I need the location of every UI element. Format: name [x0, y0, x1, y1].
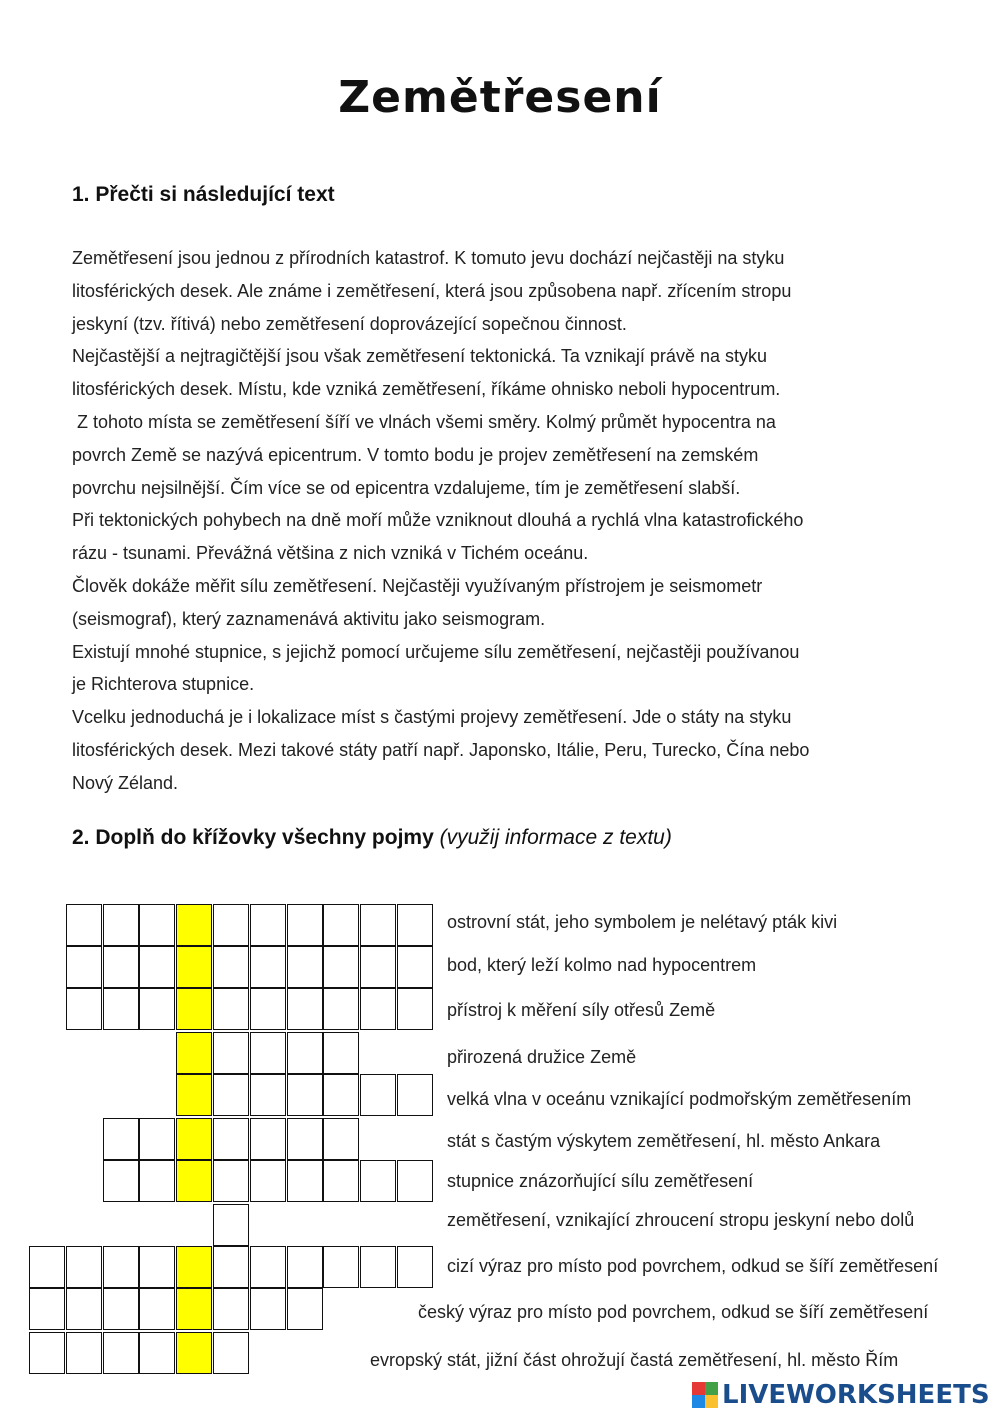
crossword-key-cell[interactable]: [176, 1074, 212, 1116]
crossword-cell[interactable]: [139, 946, 175, 988]
crossword-cell[interactable]: [250, 1288, 286, 1330]
crossword-clue: přirozená družice Země: [447, 1047, 637, 1067]
crossword-cell[interactable]: [323, 946, 359, 988]
crossword-key-cell[interactable]: [176, 988, 212, 1030]
crossword-cell[interactable]: [66, 1288, 102, 1330]
text-line: Při tektonických pohybech na dně moří může vzniknout dlouhá a rychlá vlna katastrofického: [72, 510, 804, 531]
crossword-cell[interactable]: [139, 1246, 175, 1288]
crossword-cell[interactable]: [103, 1288, 139, 1330]
crossword-cell[interactable]: [287, 1246, 323, 1288]
crossword-cell[interactable]: [139, 1118, 175, 1160]
crossword-cell[interactable]: [139, 988, 175, 1030]
crossword-cell[interactable]: [103, 904, 139, 946]
text-line: litosférických desek. Místu, kde vzniká zemětřesení, říkáme ohnisko neboli hypocentrum.: [72, 379, 781, 400]
crossword-clue: evropský stát, jižní část ohrožují častá zemětřesení, hl. město Řím: [370, 1350, 899, 1370]
crossword-cell[interactable]: [323, 1074, 359, 1116]
crossword-key-cell[interactable]: [176, 1118, 212, 1160]
crossword-cell[interactable]: [103, 1118, 139, 1160]
text-line: povrchu nejsilnější. Čím více se od epicentra vzdalujeme, tím je zemětřesení slabší.: [72, 477, 741, 498]
crossword-cell[interactable]: [360, 988, 396, 1030]
text-line: Člověk dokáže měřit sílu zemětřesení. Nejčastěji využívaným přístrojem je seismometr: [72, 575, 763, 596]
crossword-cell[interactable]: [287, 1288, 323, 1330]
crossword-cell[interactable]: [213, 988, 249, 1030]
crossword-cell[interactable]: [139, 1332, 175, 1374]
crossword-cell[interactable]: [323, 904, 359, 946]
text-line: Existují mnohé stupnice, s jejichž pomocí určujeme sílu zemětřesení, nejčastěji používanou: [72, 641, 800, 662]
crossword-cell[interactable]: [213, 1204, 249, 1246]
reading-text: [72, 242, 972, 800]
text-line: litosférických desek. Ale známe i zemětřesení, která jsou způsobena např. zřícením stropu: [72, 280, 792, 301]
crossword-key-cell[interactable]: [176, 1332, 212, 1374]
crossword-cell[interactable]: [66, 1246, 102, 1288]
text-line: rázu - tsunami. Převážná většina z nich vzniká v Tichém oceánu.: [72, 543, 589, 564]
crossword-cell[interactable]: [103, 1332, 139, 1374]
text-line: Vcelku jednoduchá je i lokalizace míst s častými projevy zemětřesení. Jde o státy na styku: [72, 707, 792, 728]
crossword-cell[interactable]: [360, 1074, 396, 1116]
crossword-cell[interactable]: [250, 1118, 286, 1160]
crossword-cell[interactable]: [66, 1332, 102, 1374]
crossword-cell[interactable]: [287, 988, 323, 1030]
crossword-cell[interactable]: [213, 1160, 249, 1202]
crossword-cell[interactable]: [250, 1160, 286, 1202]
crossword-cell[interactable]: [29, 1332, 65, 1374]
crossword-cell[interactable]: [139, 1160, 175, 1202]
text-line: Nejčastější a nejtragičtější jsou však zemětřesení tektonická. Ta vznikají právě na styku: [72, 346, 767, 367]
text-line: litosférických desek. Mezi takové státy patří např. Japonsko, Itálie, Peru, Turecko, Čína nebo: [72, 739, 810, 760]
section1-heading: 1. Přečti si následující text: [72, 183, 335, 206]
text-line: jeskyní (tzv. řítivá) nebo zemětřesení doprovázející sopečnou činnost.: [72, 313, 627, 334]
crossword-cell[interactable]: [103, 1246, 139, 1288]
crossword-cell[interactable]: [213, 946, 249, 988]
crossword-cell[interactable]: [323, 1246, 359, 1288]
crossword-cell[interactable]: [250, 946, 286, 988]
crossword-cell[interactable]: [139, 904, 175, 946]
crossword-cell[interactable]: [213, 1074, 249, 1116]
text-line: Z tohoto místa se zemětřesení šíří ve vlnách všemi směry. Kolmý průmět hypocentra na: [72, 411, 776, 432]
text-line: je Richterova stupnice.: [72, 674, 255, 695]
liveworksheets-logo: [692, 1378, 990, 1412]
crossword-cell[interactable]: [323, 988, 359, 1030]
section2-heading-hint: (využij informace z textu): [439, 826, 672, 849]
crossword-clue: zemětřesení, vznikající zhroucení stropu jeskyní nebo dolů: [447, 1210, 915, 1230]
text-line: (seismograf), který zaznamenává aktivitu jako seismogram.: [72, 608, 546, 629]
crossword-cell[interactable]: [250, 1074, 286, 1116]
text-line: Zemětřesení jsou jednou z přírodních katastrof. K tomuto jevu dochází nejčastěji na styku: [72, 248, 785, 268]
logo-badge-icon: [692, 1382, 718, 1408]
crossword-cell[interactable]: [29, 1246, 65, 1288]
crossword-cell[interactable]: [66, 904, 102, 946]
crossword-cell[interactable]: [397, 1160, 433, 1202]
crossword-cell[interactable]: [250, 1246, 286, 1288]
crossword-cell[interactable]: [250, 1032, 286, 1074]
crossword-cell[interactable]: [360, 904, 396, 946]
crossword-key-cell[interactable]: [176, 904, 212, 946]
crossword-cell[interactable]: [139, 1288, 175, 1330]
crossword-cell[interactable]: [287, 1160, 323, 1202]
page-title: Zemětřesení: [338, 72, 662, 123]
crossword-cell[interactable]: [287, 1118, 323, 1160]
crossword-clue: velká vlna v oceánu vznikající podmořským zemětřesením: [447, 1089, 912, 1109]
crossword-cell[interactable]: [397, 1246, 433, 1288]
crossword-key-cell[interactable]: [176, 1160, 212, 1202]
text-line: povrch Země se nazývá epicentrum. V tomto bodu je projev zemětřesení na zemském: [72, 444, 759, 465]
crossword-clue: bod, který leží kolmo nad hypocentrem: [447, 955, 757, 975]
crossword-cell[interactable]: [397, 946, 433, 988]
text-line: Nový Zéland.: [72, 772, 179, 793]
crossword-cell[interactable]: [323, 1160, 359, 1202]
crossword-cell[interactable]: [213, 1332, 249, 1374]
crossword-clue: přístroj k měření síly otřesů Země: [447, 1000, 716, 1020]
section2-heading: [72, 826, 672, 850]
crossword-clue: český výraz pro místo pod povrchem, odkud se šíří zemětřesení: [418, 1302, 929, 1322]
crossword-cell[interactable]: [103, 946, 139, 988]
crossword-cell[interactable]: [250, 988, 286, 1030]
crossword-cell[interactable]: [213, 904, 249, 946]
crossword-cell[interactable]: [397, 904, 433, 946]
crossword-cell[interactable]: [213, 1032, 249, 1074]
section2-heading-main: 2. Doplň do křížovky všechny pojmy: [72, 826, 434, 849]
crossword-cell[interactable]: [213, 1288, 249, 1330]
crossword-cell[interactable]: [397, 988, 433, 1030]
logo-text: LIVEWORKSHEETS: [722, 1380, 990, 1410]
crossword-cell[interactable]: [213, 1118, 249, 1160]
crossword-cell[interactable]: [323, 1118, 359, 1160]
crossword-cell[interactable]: [213, 1246, 249, 1288]
crossword-cell[interactable]: [103, 1160, 139, 1202]
crossword-clue: ostrovní stát, jeho symbolem je nelétavý pták kivi: [447, 912, 838, 932]
crossword-cell[interactable]: [103, 988, 139, 1030]
crossword-cell[interactable]: [29, 1288, 65, 1330]
crossword-cell[interactable]: [287, 1032, 323, 1074]
crossword-key-cell[interactable]: [176, 1246, 212, 1288]
crossword-cell[interactable]: [287, 904, 323, 946]
crossword-key-cell[interactable]: [176, 1032, 212, 1074]
crossword-cell[interactable]: [287, 1074, 323, 1116]
crossword-key-cell[interactable]: [176, 946, 212, 988]
crossword-cell[interactable]: [397, 1074, 433, 1116]
crossword-cell[interactable]: [360, 1246, 396, 1288]
crossword-cell[interactable]: [250, 904, 286, 946]
crossword-cell[interactable]: [323, 1032, 359, 1074]
crossword-clue: stát s častým výskytem zemětřesení, hl. město Ankara: [447, 1131, 881, 1151]
crossword-cell[interactable]: [66, 988, 102, 1030]
crossword-cell[interactable]: [360, 946, 396, 988]
crossword-key-cell[interactable]: [176, 1288, 212, 1330]
crossword-clue: stupnice znázorňující sílu zemětřesení: [447, 1171, 754, 1191]
crossword-clue: cizí výraz pro místo pod povrchem, odkud se šíří zemětřesení: [447, 1256, 939, 1276]
crossword-cell[interactable]: [66, 946, 102, 988]
crossword-cell[interactable]: [287, 946, 323, 988]
crossword-cell[interactable]: [360, 1160, 396, 1202]
